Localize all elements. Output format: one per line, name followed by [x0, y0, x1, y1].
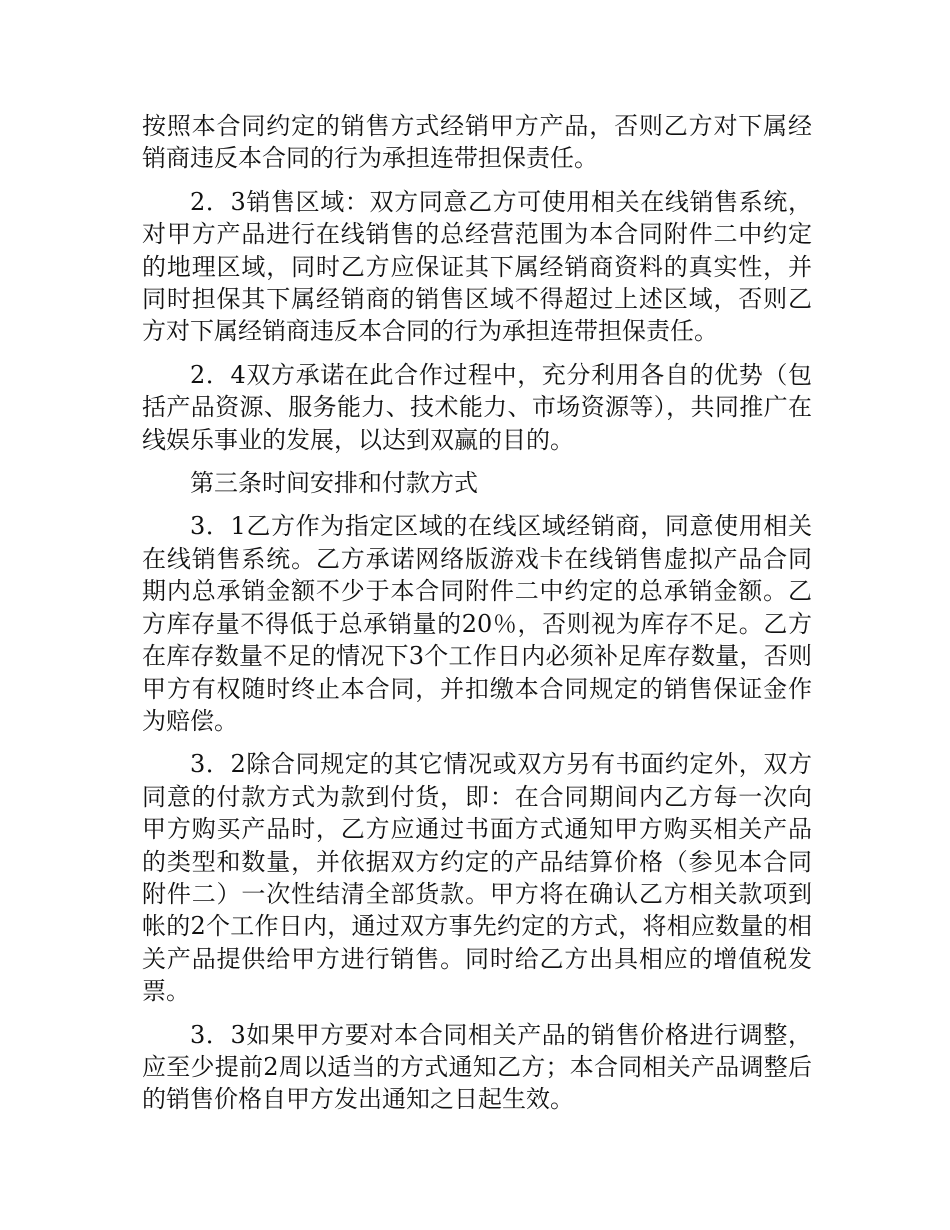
document-page [142, 110, 812, 1127]
paragraph-3-2-payment-method: 3．2除合同规定的其它情况或双方另有书面约定外，双方同意的付款方式为款到付货，即：在合同期间内乙方每一次向甲方购买产品时，乙方应通过书面方式通知甲方购买相关产品的类型和数量，并依据双方约定的产品结算价格（参见本合同附件二）一次性结清全部货款。甲方将在确认乙方相关款项到帐的2个工作日内，通过双方事先约定的方式，将相应数量的相关产品提供给甲方进行销售。同时给乙方出具相应的增值税发票。 [142, 750, 812, 1006]
section-heading-article-3: 第三条时间安排和付款方式 [190, 469, 478, 498]
paragraph-3-1-regional-distributor: 3．1乙方作为指定区域的在线区域经销商，同意使用相关在线销售系统。乙方承诺网络版游戏卡在线销售虚拟产品合同期内总承销金额不少于本合同附件二中约定的总承销金额。乙方库存量不得低于总承销量的20％，否则视为库存不足。乙方在库存数量不足的情况下3个工作日内必须补足库存数量，否则甲方有权随时终止本合同，并扣缴本合同规定的销售保证金作为赔偿。 [142, 512, 812, 735]
paragraph-continuation: 按照本合同约定的销售方式经销甲方产品，否则乙方对下属经销商违反本合同的行为承担连带担保责任。 [142, 112, 812, 173]
paragraph-3-3-price-adjustment: 3．3如果甲方要对本合同相关产品的销售价格进行调整，应至少提前2周以适当的方式通知乙方；本合同相关产品调整后的销售价格自甲方发出通知之日起生效。 [142, 1020, 812, 1114]
paragraph-2-3-sales-region: 2．3销售区域：双方同意乙方可使用相关在线销售系统，对甲方产品进行在线销售的总经营范围为本合同附件二中约定的地理区域，同时乙方应保证其下属经销商资料的真实性，并同时担保其下属经销商的销售区域不得超过上述区域，否则乙方对下属经销商违反本合同的行为承担连带担保责任。 [142, 187, 812, 346]
paragraph-2-4-cooperation: 2．4双方承诺在此合作过程中，充分利用各自的优势（包括产品资源、服务能力、技术能力、市场资源等），共同推广在线娱乐事业的发展，以达到双赢的目的。 [142, 360, 812, 454]
